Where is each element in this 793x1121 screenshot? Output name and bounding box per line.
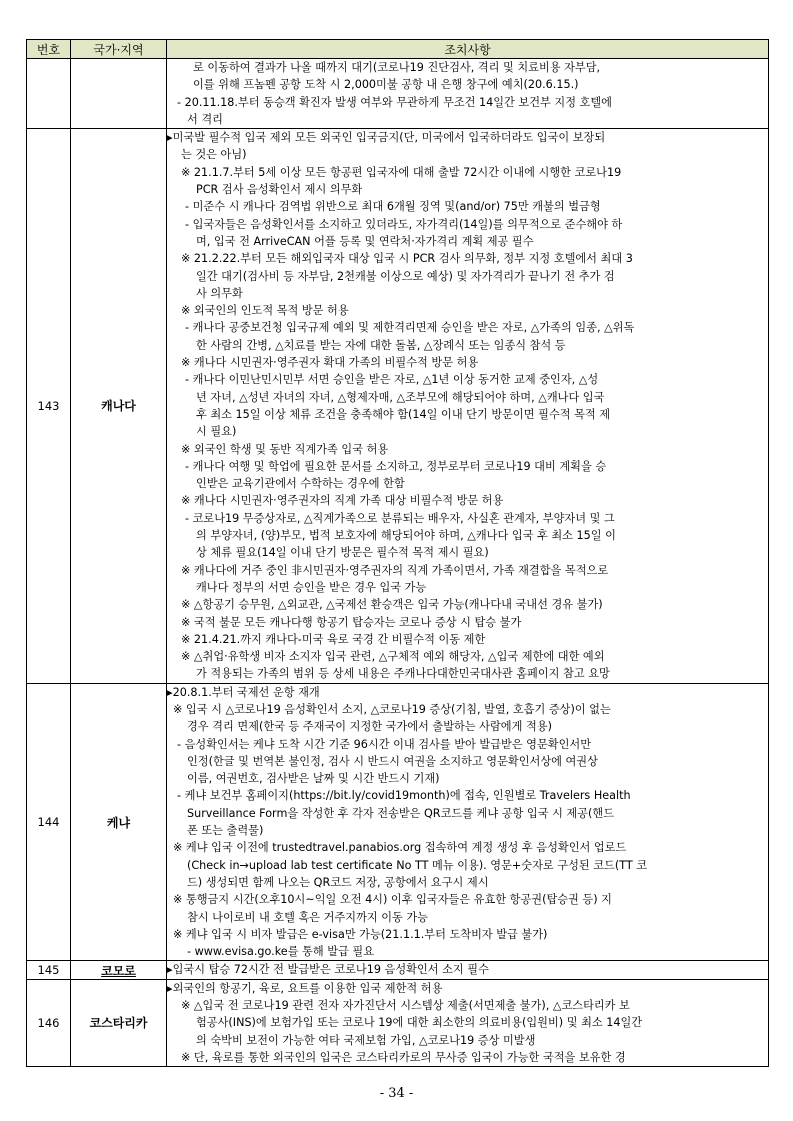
measure-line: ※ △취업·유학생 비자 소지자 입국 관련, △구체적 예외 해당자, △입국 제한에 대한 예외 [181, 650, 605, 664]
row-number: 145 [27, 961, 71, 979]
table-row [27, 129, 769, 684]
measure-line: - 코로나19 무증상자로, △직계가족으로 분류되는 배우자, 사실혼 관계자, 부양자녀 및 그 [185, 511, 615, 525]
measure-line: - 캐나다 여행 및 학업에 필요한 문서를 소지하고, 정부로부터 코로나19 대비 계획을 승 [185, 459, 607, 473]
row-number: 143 [27, 129, 71, 684]
measure-line: ※ 케냐 입국 시 비자 발급은 e-visa만 가능(21.1.1.부터 도착비자 발급 불가) [173, 927, 548, 941]
measure-line: Surveillance Form을 작성한 후 각자 전송받은 QR코드를 케냐 공항 입국 시 제공(핸드 [187, 806, 615, 820]
measure-line: - 캐나다 공중보건청 입국규제 예외 및 제한격리면제 승인을 받은 자로, △가족의 임종, △위독 [185, 321, 635, 335]
header-measures: 조치사항 [167, 40, 769, 59]
table-row [27, 683, 769, 961]
measure-line: 험공사(INS)에 보험가입 또는 코로나 19에 대한 최소한의 의료비용(입원비) 및 최소 14일간 [196, 1016, 643, 1030]
measure-line: - 미준수 시 캐나다 검역법 위반으로 최대 6개월 징역 및(and/or) 75만 캐불의 벌금형 [185, 200, 601, 214]
measure-line: 후 최소 15일 이상 체류 조건을 충족해야 함(14일 이내 단기 방문이면 필수적 목적 제 [196, 407, 611, 421]
measure-line: 이를 위해 프놈펜 공항 도착 시 2,000미불 공항 내 은행 창구에 예치(20.6.15.) [193, 78, 579, 92]
measure-line: ※ 케냐 입국 이전에 trustedtravel.panabios.org 접속하여 계정 생성 후 음성확인서 업로드 [173, 841, 627, 855]
measure-line: 가 적용되는 가족의 범위 등 상세 내용은 주캐나다대한민국대사관 홈페이지 참고 요망 [196, 667, 610, 681]
measure-line: - 20.11.18.부터 동승객 확진자 발생 여부와 무관하게 무조건 14일간 보건부 지정 호텔에 [177, 95, 612, 109]
measure-line: ※ △입국 전 코로나19 관련 전자 자가진단서 시스템상 제출(서면제출 불가), △코스타리카 보 [181, 999, 630, 1013]
row-number: 144 [27, 683, 71, 961]
measure-line: ▸20.8.1.부터 국제선 운항 재개 [167, 685, 320, 699]
measure-line: - www.evisa.go.ke를 통해 발급 필요 [187, 945, 375, 959]
row-number [27, 59, 71, 129]
measure-line: ▸입국시 탑승 72시간 전 발급받은 코로나19 음성확인서 소지 필수 [167, 963, 489, 977]
measure-line: - 케냐 보건부 홈페이지(https://bit.ly/covid19month)에 접속, 인원별로 Travelers Health [177, 789, 631, 803]
measure-line: ※ 21.4.21.까지 캐나다-미국 육로 국경 간 비필수적 이동 제한 [181, 632, 486, 646]
country-name: 코모로 [71, 961, 167, 979]
measure-line: 사 의무화 [196, 286, 243, 300]
measure-line: ※ 외국인의 인도적 목적 방문 허용 [181, 304, 349, 318]
measure-line: 로 이동하여 결과가 나올 때까지 대기(코로나19 진단검사, 격리 및 치료비용 자부담, [193, 61, 601, 74]
measure-line: ※ △항공기 승무원, △외교관, △국제선 환승객은 입국 가능(캐나다내 국내선 경유 불가) [181, 598, 603, 612]
country-name [71, 59, 167, 129]
header-country: 국가·지역 [71, 40, 167, 59]
header-number: 번호 [27, 40, 71, 59]
measure-line: 경우 격리 면제(한국 등 주재국이 지정한 국가에서 출발하는 사람에게 적용) [187, 720, 552, 734]
measures-cell [167, 961, 769, 979]
measures-cell [167, 59, 769, 129]
measure-line: 캐나다 정부의 서면 승인을 받은 경우 입국 가능 [196, 580, 427, 594]
measure-line: ▸미국발 필수적 입국 제외 모든 외국인 입국금지(단, 미국에서 입국하더라도 입국이 보장되 [167, 131, 606, 145]
measure-line: 상 체류 필요(14일 이내 단기 방문은 필수적 목적 제시 필요) [196, 546, 489, 560]
country-name: 코스타리카 [71, 979, 167, 1066]
measure-line: ※ 21.2.22.부터 모든 해외입국자 대상 입국 시 PCR 검사 의무화, 정부 지정 호텔에서 최대 3 [181, 252, 633, 266]
measure-line: ▸외국인의 항공기, 육로, 요트를 이용한 입국 제한적 허용 [167, 981, 443, 995]
measure-line: ※ 외국인 학생 및 동반 직계가족 입국 허용 [181, 442, 389, 456]
country-name: 케냐 [71, 683, 167, 961]
measure-line: 년 자녀, △성년 자녀의 자녀, △형제자매, △조부모에 해당되어야 하며, △캐나다 입국 [196, 390, 605, 404]
measure-line: 드) 생성되면 함께 나오는 QR코드 저장, 공항에서 요구시 제시 [187, 875, 489, 889]
measure-line: 는 것은 아님) [181, 148, 247, 162]
measures-cell [167, 683, 769, 961]
measure-line: - 음성확인서는 케냐 도착 시간 기준 96시간 이내 검사를 받아 발급받은 영문확인서만 [177, 737, 592, 751]
table-row [27, 961, 769, 979]
measure-line: - 입국자들은 음성확인서를 소지하고 있더라도, 자가격리(14일)를 의무적으로 준수해야 하 [185, 217, 623, 231]
page-number: - 34 - [379, 1086, 414, 1101]
measure-line: 이름, 여권번호, 검사받은 날짜 및 시간 반드시 기재) [187, 772, 440, 786]
table-header-row [27, 40, 769, 59]
measure-line: ※ 단, 육로를 통한 외국인의 입국은 코스타리카로의 무사증 입국이 가능한 국적을 보유한 경 [181, 1050, 626, 1064]
measure-line: ※ 캐나다에 거주 중인 非시민권자·영주권자의 직계 가족이면서, 가족 재결합을 목적으로 [181, 563, 609, 577]
measures-cell [167, 129, 769, 684]
measure-line: 인정(한글 및 번역본 불인정, 검사 시 반드시 여권을 소지하고 영문확인서상에 여권상 [187, 754, 598, 768]
measure-line: - 캐나다 이민난민시민부 서면 승인을 받은 자로, △1년 이상 동거한 교제 중인자, △성 [185, 373, 599, 387]
measure-line: 폰 또는 출력물) [187, 824, 264, 838]
measure-line: 인받은 교육기관에서 수학하는 경우에 한함 [196, 477, 405, 491]
measure-line: ※ 국적 불문 모든 캐나다행 항공기 탑승자는 코로나 증상 시 탑승 불가 [181, 615, 522, 629]
measure-line: PCR 검사 음성확인서 제시 의무화 [196, 183, 363, 197]
measure-line: ※ 21.1.7.부터 5세 이상 모든 항공편 입국자에 대해 출발 72시간 이내에 시행한 코로나19 [181, 165, 622, 179]
measure-line: 일간 대기(검사비 등 자부담, 2천캐불 이상으로 예상) 및 자가격리가 끝나기 전 추가 검 [196, 269, 615, 283]
measure-line: 한 사람의 간병, △치료를 받는 자에 대한 돌봄, △장례식 또는 임종식 참석 등 [196, 338, 566, 352]
measures-table [26, 39, 769, 1067]
measures-cell [167, 979, 769, 1066]
measure-line: 며, 입국 전 ArriveCAN 어플 등록 및 연락처·자가격리 계획 제공 필수 [196, 234, 534, 248]
table-row [27, 979, 769, 1066]
measure-line: 시 필요) [196, 425, 237, 439]
measure-line: ※ 캐나다 시민권자·영주권자 확대 가족의 비필수적 방문 허용 [181, 356, 479, 370]
country-name: 캐나다 [71, 129, 167, 684]
measure-line: (Check in→upload lab test certificate No TT 메뉴 이용). 영문+숫자로 구성된 코드(TT 코 [187, 858, 648, 872]
measure-line: 참시 나이로비 내 호텔 혹은 거주지까지 이동 가능 [187, 910, 429, 924]
row-number: 146 [27, 979, 71, 1066]
measure-line: ※ 입국 시 △코로나19 음성확인서 소지, △코로나19 증상(기침, 발열, 호흡기 증상)이 없는 [173, 702, 611, 716]
measure-line: 서 격리 [187, 112, 223, 126]
measure-line: 의 숙박비 보전이 가능한 여타 국제보험 가입, △코로나19 증상 미발생 [196, 1033, 536, 1047]
measure-line: ※ 캐나다 시민권자·영주권자의 직계 가족 대상 비필수적 방문 허용 [181, 494, 504, 508]
measure-line: ※ 통행금지 시간(오후10시~익일 오전 4시) 이후 입국자들은 유효한 항공권(탑승권 등) 지 [173, 893, 612, 907]
table-row [27, 59, 769, 129]
measure-line: 의 부양자녀, (양)부모, 법적 보호자에 해당되어야 하며, △캐나다 입국 후 최소 15일 이 [196, 529, 616, 543]
